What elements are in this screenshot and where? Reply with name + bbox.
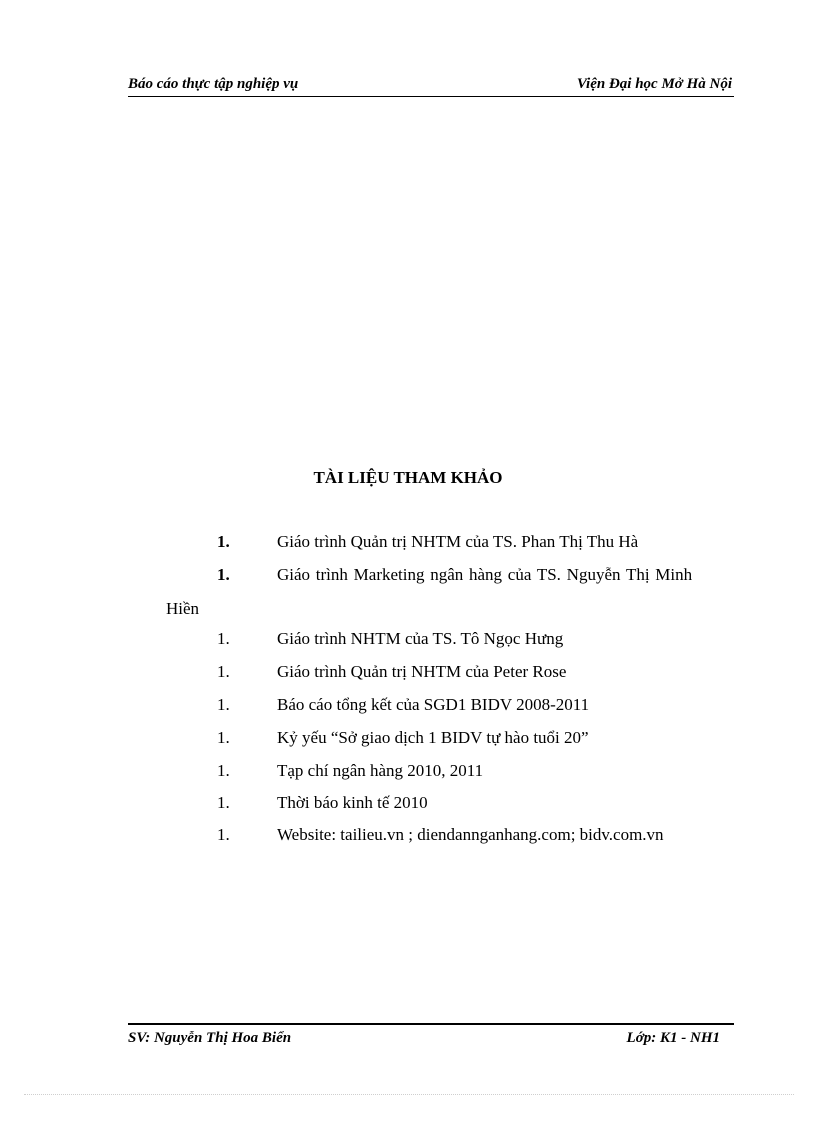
reference-number: 1. <box>217 662 230 681</box>
page-footer <box>128 1023 734 1049</box>
reference-item <box>0 662 816 686</box>
page-header <box>128 74 734 97</box>
reference-text-continued: Hiền <box>166 599 200 618</box>
reference-number: 1. <box>217 761 230 780</box>
reference-item <box>0 532 816 556</box>
reference-item <box>0 629 816 653</box>
reference-text: Website: tailieu.vn ; diendannganhang.com; bidv.com.vn <box>277 825 664 844</box>
reference-text: Giáo trình Quản trị NHTM của Peter Rose <box>277 662 567 681</box>
page-title: TÀI LIỆU THAM KHẢO <box>313 468 503 487</box>
reference-text: Báo cáo tổng kết của SGD1 BIDV 2008-2011 <box>277 695 590 714</box>
reference-number: 1. <box>217 695 230 714</box>
reference-number: 1. <box>217 793 230 812</box>
reference-item <box>0 728 816 752</box>
reference-item <box>0 695 816 719</box>
reference-text: Kỷ yếu “Sở giao dịch 1 BIDV tự hào tuổi 20” <box>277 728 589 747</box>
footer-student-name: SV: Nguyễn Thị Hoa Biển <box>128 1030 292 1046</box>
reference-item <box>0 761 816 785</box>
reference-item <box>0 825 816 849</box>
reference-item <box>0 565 816 618</box>
reference-text: Giáo trình NHTM của TS. Tô Ngọc Hưng <box>277 629 564 648</box>
reference-number: 1. <box>217 532 230 551</box>
header-institution: Viện Đại học Mở Hà Nội <box>576 76 732 92</box>
header-report-title: Báo cáo thực tập nghiệp vụ <box>128 76 299 92</box>
page-bottom-divider <box>24 1094 794 1095</box>
reference-text: Giáo trình Quản trị NHTM của TS. Phan Thị Thu Hà <box>277 532 639 551</box>
reference-text: Tạp chí ngân hàng 2010, 2011 <box>277 761 484 780</box>
reference-number: 1. <box>217 825 230 844</box>
reference-number: 1. <box>217 629 230 648</box>
reference-number: 1. <box>217 565 230 584</box>
footer-class: Lớp: K1 - NH1 <box>626 1030 720 1046</box>
reference-item <box>0 793 816 817</box>
reference-number: 1. <box>217 728 230 747</box>
reference-text: Thời báo kinh tế 2010 <box>277 793 428 812</box>
reference-text: Giáo trình Marketing ngân hàng của TS. Nguyễn Thị Minh <box>277 565 693 584</box>
